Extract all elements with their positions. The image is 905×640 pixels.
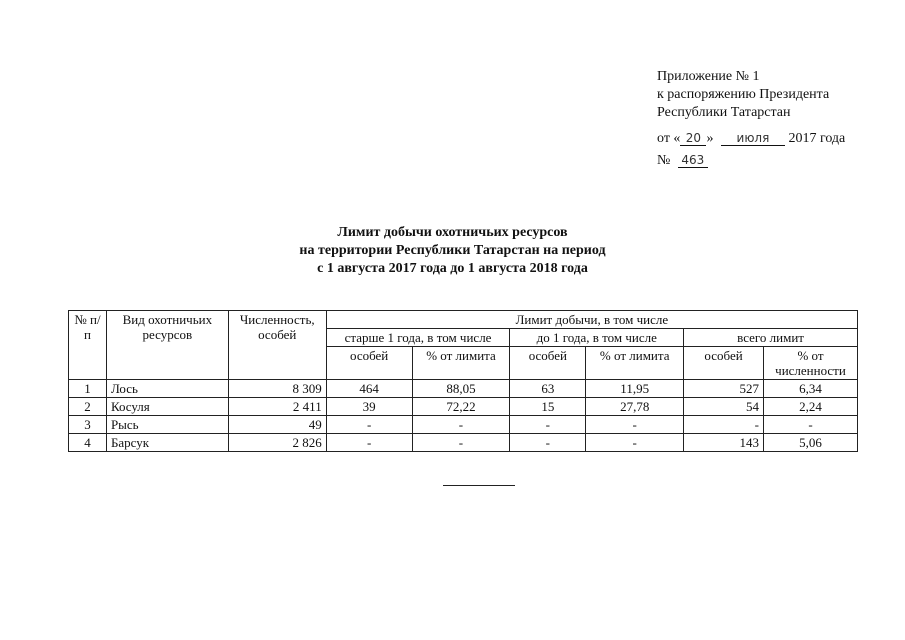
row-species: Барсук (106, 434, 228, 452)
header-older: старше 1 года, в том числе (326, 329, 510, 347)
header-num: № п/п (69, 311, 107, 380)
row-total-pct: 5,06 (763, 434, 857, 452)
row-species: Рысь (106, 416, 228, 434)
row-total-pct: 2,24 (763, 398, 857, 416)
row-older-pct: 88,05 (412, 380, 510, 398)
row-older-animals: - (326, 416, 412, 434)
header-younger-animals: особей (510, 347, 586, 380)
appendix-block (657, 68, 845, 170)
document-title (0, 224, 905, 278)
row-older-animals: - (326, 434, 412, 452)
row-total-animals: 54 (684, 398, 764, 416)
header-older-animals: особей (326, 347, 412, 380)
header-population: Численность, особей (228, 311, 326, 380)
table-row (69, 416, 858, 434)
row-species: Лось (106, 380, 228, 398)
row-younger-animals: - (510, 434, 586, 452)
title-line-2: на территории Республики Татарстан на период (299, 243, 606, 258)
header-row-1 (69, 311, 858, 329)
row-total-animals: - (684, 416, 764, 434)
header-limit: Лимит добычи, в том числе (326, 311, 857, 329)
number-prefix: № (657, 153, 671, 168)
table-row (69, 434, 858, 452)
row-number: 2 (69, 398, 107, 416)
appendix-number (657, 152, 845, 170)
header-younger: до 1 года, в том числе (510, 329, 684, 347)
row-population: 2 411 (228, 398, 326, 416)
row-younger-animals: 15 (510, 398, 586, 416)
limits-table (68, 310, 858, 452)
row-older-animals: 464 (326, 380, 412, 398)
row-number: 1 (69, 380, 107, 398)
appendix-title: Приложение № 1 (657, 69, 760, 84)
date-prefix: от « (657, 131, 681, 146)
row-younger-pct: - (586, 416, 684, 434)
row-total-pct: - (763, 416, 857, 434)
appendix-republic: Республики Татарстан (657, 105, 791, 120)
row-number: 4 (69, 434, 107, 452)
date-mid: » (706, 131, 714, 146)
header-total-pct: % от численности (763, 347, 857, 380)
header-species: Вид охотничьих ресурсов (106, 311, 228, 380)
number-value: 463 (678, 153, 708, 168)
row-species: Косуля (106, 398, 228, 416)
row-younger-animals: 63 (510, 380, 586, 398)
table-row (69, 398, 858, 416)
row-younger-pct: - (586, 434, 684, 452)
row-younger-pct: 27,78 (586, 398, 684, 416)
row-older-pct: - (412, 416, 510, 434)
header-total: всего лимит (684, 329, 858, 347)
appendix-order-ref: к распоряжению Президента (657, 87, 830, 102)
header-total-animals: особей (684, 347, 764, 380)
closing-rule (443, 485, 515, 486)
header-younger-pct: % от лимита (586, 347, 684, 380)
header-older-pct: % от лимита (412, 347, 510, 380)
appendix-date (657, 130, 845, 148)
row-total-animals: 143 (684, 434, 764, 452)
row-total-pct: 6,34 (763, 380, 857, 398)
row-older-animals: 39 (326, 398, 412, 416)
row-older-pct: 72,22 (412, 398, 510, 416)
date-day: 20 (680, 131, 706, 146)
row-younger-animals: - (510, 416, 586, 434)
row-number: 3 (69, 416, 107, 434)
table-row (69, 380, 858, 398)
row-younger-pct: 11,95 (586, 380, 684, 398)
title-line-1: Лимит добычи охотничьих ресурсов (337, 225, 568, 240)
row-total-animals: 527 (684, 380, 764, 398)
date-suffix: 2017 года (788, 131, 846, 146)
date-month: июля (721, 131, 785, 146)
row-population: 49 (228, 416, 326, 434)
row-older-pct: - (412, 434, 510, 452)
title-line-3: с 1 августа 2017 года до 1 августа 2018 года (317, 261, 588, 276)
row-population: 8 309 (228, 380, 326, 398)
row-population: 2 826 (228, 434, 326, 452)
